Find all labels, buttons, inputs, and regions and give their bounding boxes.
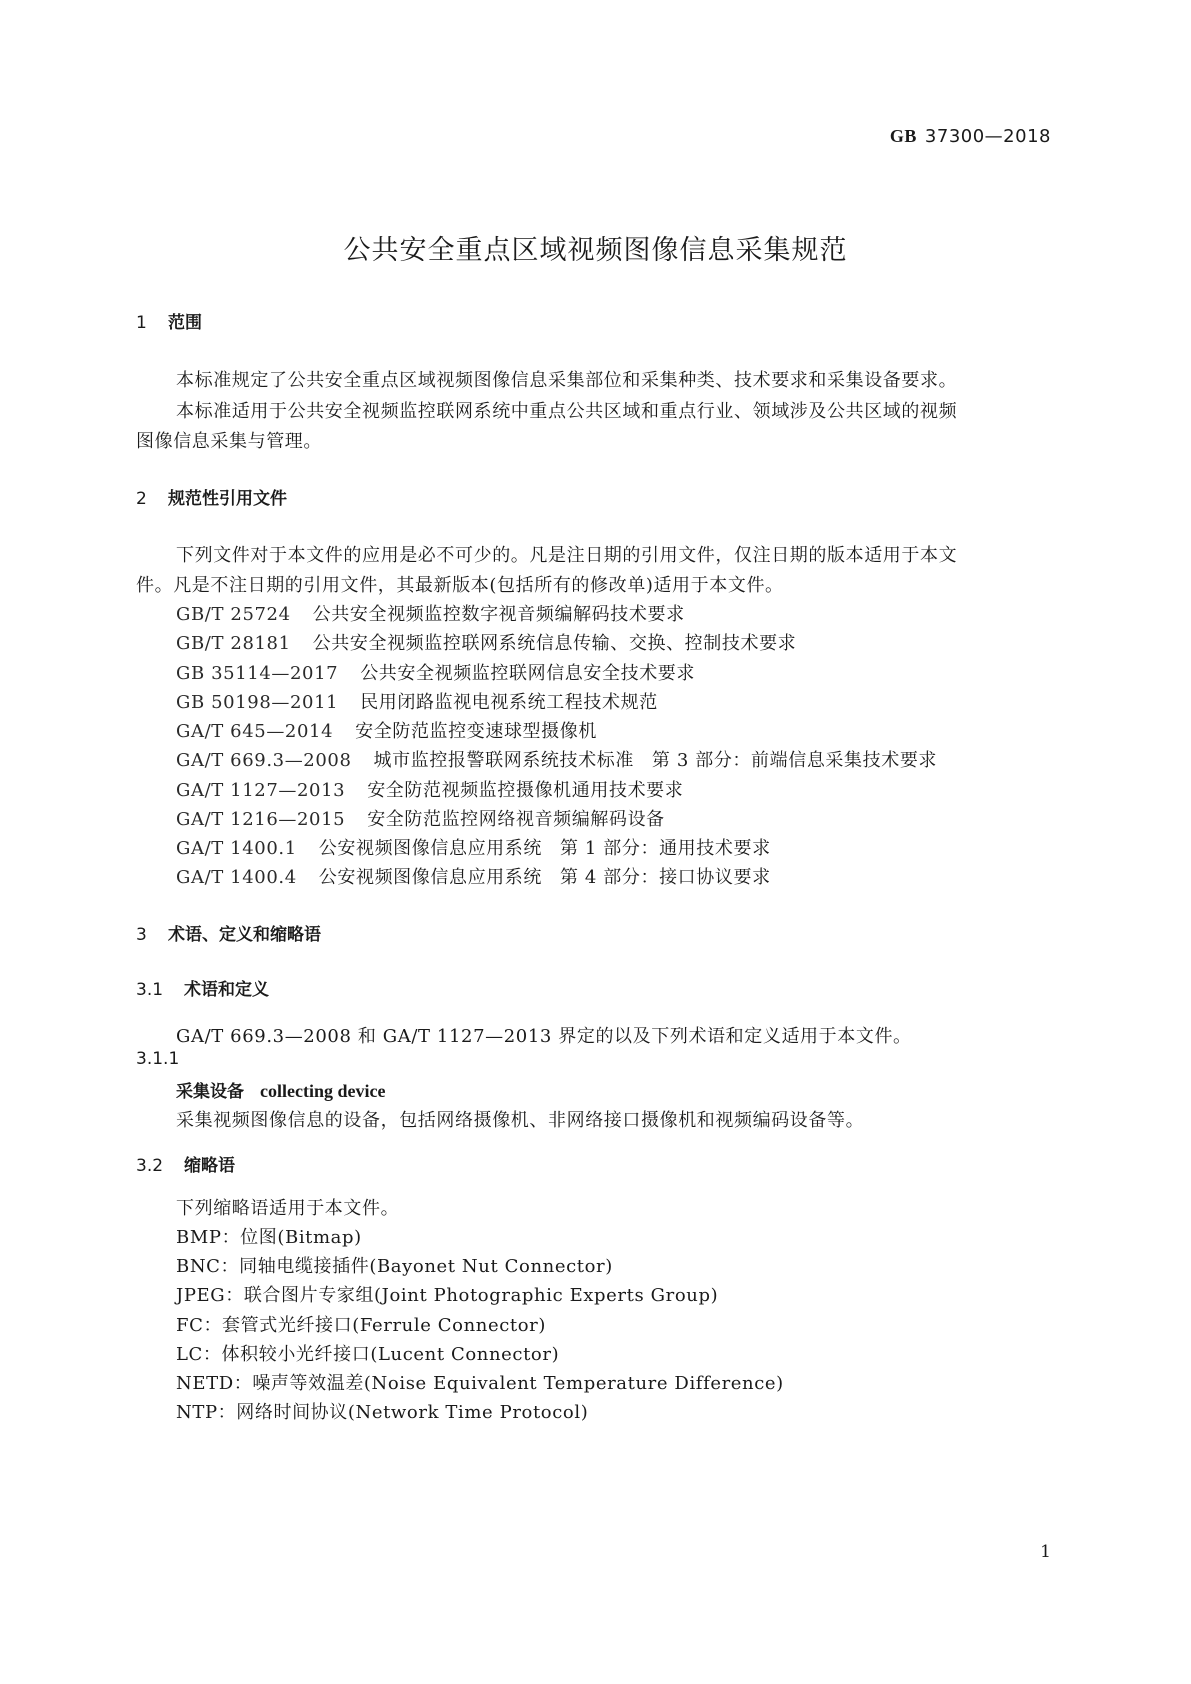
reference-code: GB 50198—2011 bbox=[176, 692, 339, 713]
reference-item bbox=[176, 805, 665, 831]
reference-item bbox=[176, 659, 695, 685]
section-3-1-heading bbox=[136, 975, 269, 1000]
section-title: 术语和定义 bbox=[184, 980, 269, 1000]
abbreviation-item: NETD：噪声等效温差(Noise Equivalent Temperature Difference) bbox=[176, 1373, 784, 1394]
paragraph: 本标准规定了公共安全重点区域视频图像信息采集部位和采集种类、技术要求和采集设备要求。 bbox=[176, 370, 958, 391]
abbreviation-item: JPEG：联合图片专家组(Joint Photographic Experts Group) bbox=[176, 1285, 719, 1306]
paragraph: 本标准适用于公共安全视频监控联网系统中重点公共区域和重点行业、领域涉及公共区域的视频 bbox=[176, 401, 958, 422]
standard-prefix: GB bbox=[889, 126, 917, 146]
reference-item bbox=[176, 600, 685, 626]
reference-item bbox=[176, 834, 771, 860]
page-number: 1 bbox=[1040, 1542, 1051, 1562]
reference-title: 安全防范监控变速球型摄像机 bbox=[355, 721, 597, 742]
abbreviation-item: FC：套管式光纤接口(Ferrule Connector) bbox=[176, 1315, 546, 1336]
abbreviation-item: LC：体积较小光纤接口(Lucent Connector) bbox=[176, 1344, 560, 1365]
reference-item bbox=[176, 746, 937, 772]
abbreviation-item: NTP：网络时间协议(Network Time Protocol) bbox=[176, 1402, 589, 1423]
abbreviation-item: BNC：同轴电缆接插件(Bayonet Nut Connector) bbox=[176, 1256, 613, 1277]
section-2-heading bbox=[136, 484, 287, 509]
reference-item bbox=[176, 776, 683, 802]
section-title: 范围 bbox=[168, 313, 202, 333]
section-3-1-1-heading bbox=[136, 1049, 180, 1069]
reference-code: GA/T 1216—2015 bbox=[176, 809, 346, 830]
reference-item bbox=[176, 688, 658, 714]
paragraph: 下列文件对于本文件的应用是必不可少的。凡是注日期的引用文件，仅注日期的版本适用于本文 bbox=[176, 545, 958, 566]
reference-title: 安全防范视频监控摄像机通用技术要求 bbox=[367, 780, 684, 801]
section-number: 3.1 bbox=[136, 980, 164, 1000]
section-number: 3.2 bbox=[136, 1156, 164, 1176]
standard-code: 37300—2018 bbox=[924, 126, 1051, 147]
paragraph: GA/T 669.3—2008 和 GA/T 1127—2013 界定的以及下列术语和定义适用于本文件。 bbox=[176, 1026, 912, 1047]
term-definition: 采集视频图像信息的设备，包括网络摄像机、非网络接口摄像机和视频编码设备等。 bbox=[176, 1110, 865, 1131]
reference-code: GA/T 1400.4 bbox=[176, 867, 297, 888]
section-number: 3.1.1 bbox=[136, 1049, 180, 1069]
reference-code: GA/T 1127—2013 bbox=[176, 780, 346, 801]
paragraph: 图像信息采集与管理。 bbox=[136, 431, 322, 452]
reference-code: GB/T 28181 bbox=[176, 633, 291, 654]
document-title: 公共安全重点区域视频图像信息采集规范 bbox=[343, 235, 848, 266]
reference-code: GA/T 669.3—2008 bbox=[176, 750, 352, 771]
reference-part: 第 1 部分：通用技术要求 bbox=[559, 838, 771, 859]
reference-item bbox=[176, 717, 597, 743]
section-3-heading bbox=[136, 920, 321, 945]
reference-item bbox=[176, 863, 771, 889]
paragraph: 件。凡是不注日期的引用文件，其最新版本(包括所有的修改单)适用于本文件。 bbox=[136, 575, 784, 596]
section-number: 2 bbox=[136, 489, 147, 509]
reference-item bbox=[176, 629, 796, 655]
section-title: 规范性引用文件 bbox=[168, 489, 287, 509]
reference-code: GA/T 645—2014 bbox=[176, 721, 334, 742]
reference-title: 安全防范监控网络视音频编解码设备 bbox=[367, 809, 665, 830]
reference-title: 民用闭路监视电视系统工程技术规范 bbox=[360, 692, 658, 713]
reference-part: 第 3 部分：前端信息采集技术要求 bbox=[651, 750, 938, 771]
reference-code: GB 35114—2017 bbox=[176, 663, 339, 684]
term-entry bbox=[176, 1077, 385, 1102]
section-title: 术语、定义和缩略语 bbox=[168, 925, 321, 945]
reference-code: GB/T 25724 bbox=[176, 604, 291, 625]
reference-title: 公共安全视频监控联网系统信息传输、交换、控制技术要求 bbox=[312, 633, 797, 654]
paragraph: 下列缩略语适用于本文件。 bbox=[176, 1198, 400, 1219]
reference-code: GA/T 1400.1 bbox=[176, 838, 297, 859]
section-3-2-heading bbox=[136, 1151, 235, 1176]
section-1-heading bbox=[136, 308, 202, 333]
reference-title: 城市监控报警联网系统技术标准 bbox=[373, 750, 634, 771]
reference-title: 公安视频图像信息应用系统 bbox=[318, 867, 542, 888]
reference-title: 公安视频图像信息应用系统 bbox=[318, 838, 542, 859]
section-number: 3 bbox=[136, 925, 147, 945]
term-english: collecting device bbox=[260, 1081, 386, 1101]
reference-title: 公共安全视频监控数字视音频编解码技术要求 bbox=[312, 604, 685, 625]
reference-title: 公共安全视频监控联网信息安全技术要求 bbox=[360, 663, 696, 684]
term-chinese: 采集设备 bbox=[176, 1082, 244, 1102]
abbreviation-item: BMP：位图(Bitmap) bbox=[176, 1227, 362, 1248]
section-title: 缩略语 bbox=[184, 1156, 235, 1176]
reference-part: 第 4 部分：接口协议要求 bbox=[559, 867, 771, 888]
standard-number bbox=[890, 126, 1051, 147]
section-number: 1 bbox=[136, 313, 147, 333]
